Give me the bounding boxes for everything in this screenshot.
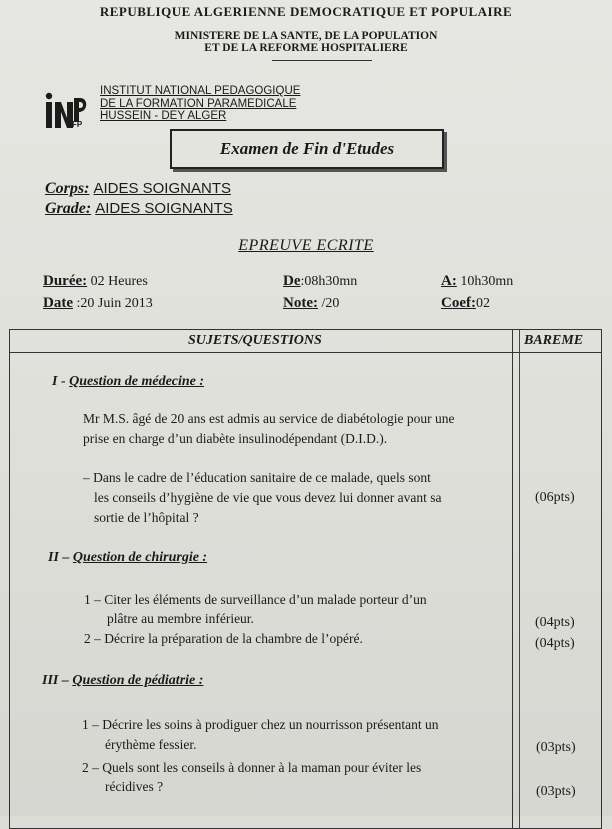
ministry-underline (272, 60, 372, 61)
duree-label: Durée: (43, 273, 88, 289)
duree-value: 02 Heures (90, 274, 148, 289)
ministry-header (0, 30, 612, 54)
grade-label: Grade: (45, 200, 92, 217)
question-line-4: récidives ? (105, 779, 164, 794)
section-number: I - (52, 374, 66, 389)
grade-value: AIDES SOIGNANTS (95, 200, 233, 217)
duree-field (43, 273, 148, 290)
note-label: Note: (283, 295, 318, 311)
de-value: :08h30mn (300, 274, 358, 289)
points-medecine: (06pts) (535, 490, 575, 505)
ministry-line-1: MINISTERE DE LA SANTE, DE LA POPULATION (174, 30, 438, 42)
points-pediatrie-q2: (03pts) (536, 784, 576, 799)
section-heading: Question de pédiatrie : (72, 673, 204, 688)
corps-label: Corps: (45, 180, 90, 197)
section-pediatrie-title (42, 673, 203, 689)
column-divider (512, 330, 513, 828)
question-line-3: 2 – Quels sont les conseils à donner à la maman pour éviter les (82, 760, 422, 775)
section-chirurgie-title (48, 550, 207, 566)
ministry-line-2: ET DE LA REFORME HOSPITALIERE (204, 42, 408, 54)
question-line-3: 2 – Décrire la préparation de la chambre de l’opéré. (84, 631, 363, 646)
institute-line-3: HUSSEIN - DEY ALGER (100, 110, 227, 122)
corps-line (45, 180, 231, 198)
question-line-2: plâtre au membre inférieur. (107, 611, 254, 626)
republic-header: REPUBLIQUE ALGERIENNE DEMOCRATIQUE ET POPULAIRE (99, 4, 513, 19)
grade-line (45, 200, 233, 218)
question-line-2: les conseils d’hygiène de vie que vous devez lui donner avant sa (94, 490, 442, 505)
question-line-1: 1 – Décrire les soins à prodiguer chez un nourrisson présentant un (82, 717, 439, 732)
inp-logo-icon (44, 92, 90, 130)
date-value: :20 Juin 2013 (76, 296, 153, 311)
exam-title: Examen de Fin d'Etudes (219, 139, 395, 158)
note-value: /20 (321, 296, 340, 311)
case-text-line-1: Mr M.S. âgé de 20 ans est admis au service de diabétologie pour une (83, 411, 455, 426)
points-chirurgie-q2: (04pts) (535, 636, 575, 651)
epreuve-title: EPREUVE ECRITE (238, 237, 374, 254)
note-field (283, 295, 339, 312)
column-header-bareme: BAREME (524, 333, 584, 348)
date-label: Date (43, 295, 73, 311)
coef-value: 02 (475, 296, 490, 311)
de-field (283, 273, 357, 290)
coef-label: Coef: (441, 295, 476, 311)
section-number: II – (48, 550, 70, 565)
section-medecine-title (52, 374, 204, 390)
question-line-1: 1 – Citer les éléments de surveillance d’un malade porteur d’un (84, 592, 427, 607)
question-line-1: – Dans le cadre de l’éducation sanitaire de ce malade, quels sont (83, 470, 431, 485)
points-chirurgie-q1: (04pts) (535, 615, 575, 630)
header-row-divider (10, 352, 601, 353)
case-text-line-2: prise en charge d’un diabète insulinodépendant (D.I.D.). (83, 431, 388, 446)
exam-title-box (170, 129, 444, 169)
institute-line-1: INSTITUT NATIONAL PEDAGOGIQUE (100, 85, 301, 97)
institute-name (100, 85, 300, 123)
section-number: III – (42, 673, 69, 688)
column-divider-inner (519, 330, 520, 828)
corps-value: AIDES SOIGNANTS (93, 180, 231, 197)
points-pediatrie-q1: (03pts) (536, 740, 576, 755)
section-heading: Question de médecine : (69, 374, 205, 389)
coef-field (441, 295, 490, 312)
a-field (441, 273, 513, 290)
date-field (43, 295, 153, 312)
column-header-subjects: SUJETS/QUESTIONS (188, 333, 322, 348)
question-line-3: sortie de l’hôpital ? (94, 510, 199, 525)
logo-subtext: FP (72, 120, 83, 129)
section-heading: Question de chirurgie : (72, 550, 208, 565)
institute-line-2: DE LA FORMATION PARAMEDICALE (100, 97, 297, 110)
a-value: 10h30mn (460, 274, 514, 289)
a-label: A: (441, 273, 457, 289)
question-line-2: érythème fessier. (105, 737, 197, 752)
de-label: De (283, 273, 301, 289)
questions-table (9, 329, 602, 829)
